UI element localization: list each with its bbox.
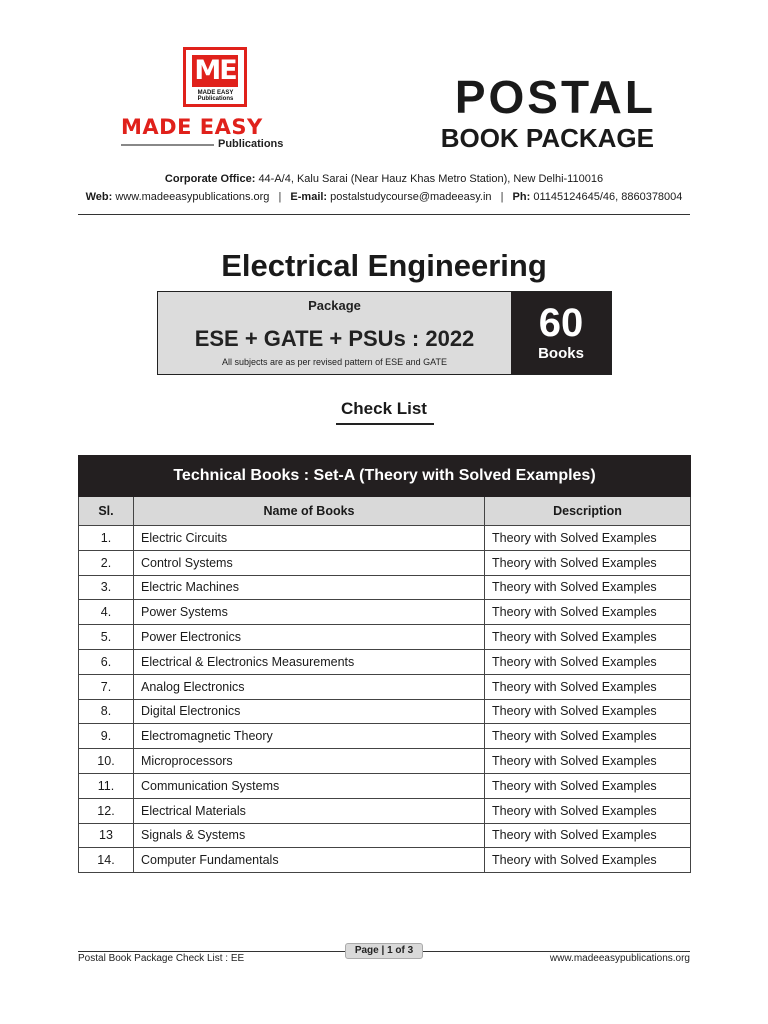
package-name: ESE + GATE + PSUs : 2022 xyxy=(194,326,475,351)
cell-book-name: Power Systems xyxy=(134,600,485,625)
separator: | xyxy=(278,191,282,203)
web-link[interactable]: www.madeeasypublications.org xyxy=(115,191,270,203)
table-row xyxy=(79,575,691,600)
logo-emblem-letters: ME xyxy=(194,55,236,86)
table-row xyxy=(79,823,691,848)
table-row xyxy=(79,699,691,724)
corporate-office-address: 44-A/4, Kalu Sarai (Near Hauz Khas Metro Station), New Delhi-110016 xyxy=(258,173,604,185)
cell-description: Theory with Solved Examples xyxy=(485,749,691,774)
column-header-sl: Sl. xyxy=(79,497,134,526)
publisher-logo-emblem xyxy=(183,47,247,107)
cell-book-name: Analog Electronics xyxy=(134,674,485,699)
logo-emblem-fill xyxy=(192,55,238,87)
table-row xyxy=(79,550,691,575)
cell-book-name: Signals & Systems xyxy=(134,823,485,848)
cell-sl: 6. xyxy=(79,649,134,674)
cell-sl: 14. xyxy=(79,848,134,873)
cell-book-name: Electromagnetic Theory xyxy=(134,724,485,749)
cell-book-name: Electric Circuits xyxy=(134,526,485,551)
cell-description: Theory with Solved Examples xyxy=(485,625,691,650)
column-header-name: Name of Books xyxy=(134,497,485,526)
cell-sl: 7. xyxy=(79,674,134,699)
cell-description: Theory with Solved Examples xyxy=(485,526,691,551)
cell-description: Theory with Solved Examples xyxy=(485,674,691,699)
cell-description: Theory with Solved Examples xyxy=(485,600,691,625)
contact-line xyxy=(0,190,768,204)
cell-description: Theory with Solved Examples xyxy=(485,550,691,575)
table-row xyxy=(79,625,691,650)
books-table xyxy=(78,455,691,873)
cell-book-name: Electric Machines xyxy=(134,575,485,600)
table-row xyxy=(79,724,691,749)
cell-description: Theory with Solved Examples xyxy=(485,848,691,873)
logo-emblem-small-text: MADE EASY Publications xyxy=(197,90,234,102)
logo-sub-wordmark: Publications xyxy=(218,138,284,150)
table-body xyxy=(79,526,691,873)
cell-sl: 12. xyxy=(79,798,134,823)
table-row xyxy=(79,600,691,625)
cell-sl: 2. xyxy=(79,550,134,575)
cell-book-name: Electrical & Electronics Measurements xyxy=(134,649,485,674)
cell-sl: 13 xyxy=(79,823,134,848)
cell-sl: 1. xyxy=(79,526,134,551)
cell-description: Theory with Solved Examples xyxy=(485,575,691,600)
cell-book-name: Electrical Materials xyxy=(134,798,485,823)
logo-underline xyxy=(121,144,214,146)
cell-book-name: Power Electronics xyxy=(134,625,485,650)
book-count-label: Books xyxy=(538,345,584,362)
cell-description: Theory with Solved Examples xyxy=(485,699,691,724)
cell-sl: 10. xyxy=(79,749,134,774)
cell-book-name: Computer Fundamentals xyxy=(134,848,485,873)
table-row xyxy=(79,649,691,674)
table-band-row xyxy=(79,456,691,497)
corporate-office-line xyxy=(0,172,768,186)
cell-book-name: Digital Electronics xyxy=(134,699,485,724)
cell-book-name: Communication Systems xyxy=(134,773,485,798)
page-subtitle: BOOK PACKAGE xyxy=(440,123,654,153)
header-divider xyxy=(78,214,690,215)
table-row xyxy=(79,749,691,774)
table-row xyxy=(79,773,691,798)
cell-book-name: Control Systems xyxy=(134,550,485,575)
cell-description: Theory with Solved Examples xyxy=(485,823,691,848)
table-row xyxy=(79,674,691,699)
subject-heading: Electrical Engineering xyxy=(221,248,547,283)
package-label: Package xyxy=(308,298,361,313)
books-table-wrapper xyxy=(78,455,690,873)
footer-document-label: Postal Book Package Check List : EE xyxy=(78,953,245,964)
cell-sl: 4. xyxy=(79,600,134,625)
cell-sl: 11. xyxy=(79,773,134,798)
phone-label: Ph: xyxy=(512,191,531,203)
email-link[interactable]: postalstudycourse@madeeasy.in xyxy=(330,191,492,203)
book-count: 60 xyxy=(538,301,584,345)
page-title: POSTAL xyxy=(454,71,656,123)
cell-description: Theory with Solved Examples xyxy=(485,649,691,674)
footer-website-link[interactable]: www.madeeasypublications.org xyxy=(549,953,690,964)
web-label: Web: xyxy=(85,191,113,203)
table-row xyxy=(79,526,691,551)
cell-sl: 8. xyxy=(79,699,134,724)
cell-description: Theory with Solved Examples xyxy=(485,724,691,749)
table-header-row xyxy=(79,497,691,526)
checklist-heading: Check List xyxy=(341,399,427,418)
cell-description: Theory with Solved Examples xyxy=(485,773,691,798)
cell-sl: 5. xyxy=(79,625,134,650)
table-row xyxy=(79,798,691,823)
corporate-office-label: Corporate Office: xyxy=(164,173,256,185)
checklist-underline xyxy=(336,423,434,425)
table-band-title: Technical Books : Set-A (Theory with Solved Examples) xyxy=(79,456,691,497)
email-label: E-mail: xyxy=(290,191,328,203)
phone-value: 01145124645/46, 8860378004 xyxy=(533,191,683,203)
table-row xyxy=(79,848,691,873)
column-header-description: Description xyxy=(485,497,691,526)
logo-wordmark: MADE EASY xyxy=(121,115,263,139)
separator: | xyxy=(500,191,504,203)
page-indicator: Page | 1 of 3 xyxy=(345,943,423,959)
cell-book-name: Microprocessors xyxy=(134,749,485,774)
cell-description: Theory with Solved Examples xyxy=(485,798,691,823)
package-note: All subjects are as per revised pattern of ESE and GATE xyxy=(222,357,447,367)
cell-sl: 3. xyxy=(79,575,134,600)
cell-sl: 9. xyxy=(79,724,134,749)
